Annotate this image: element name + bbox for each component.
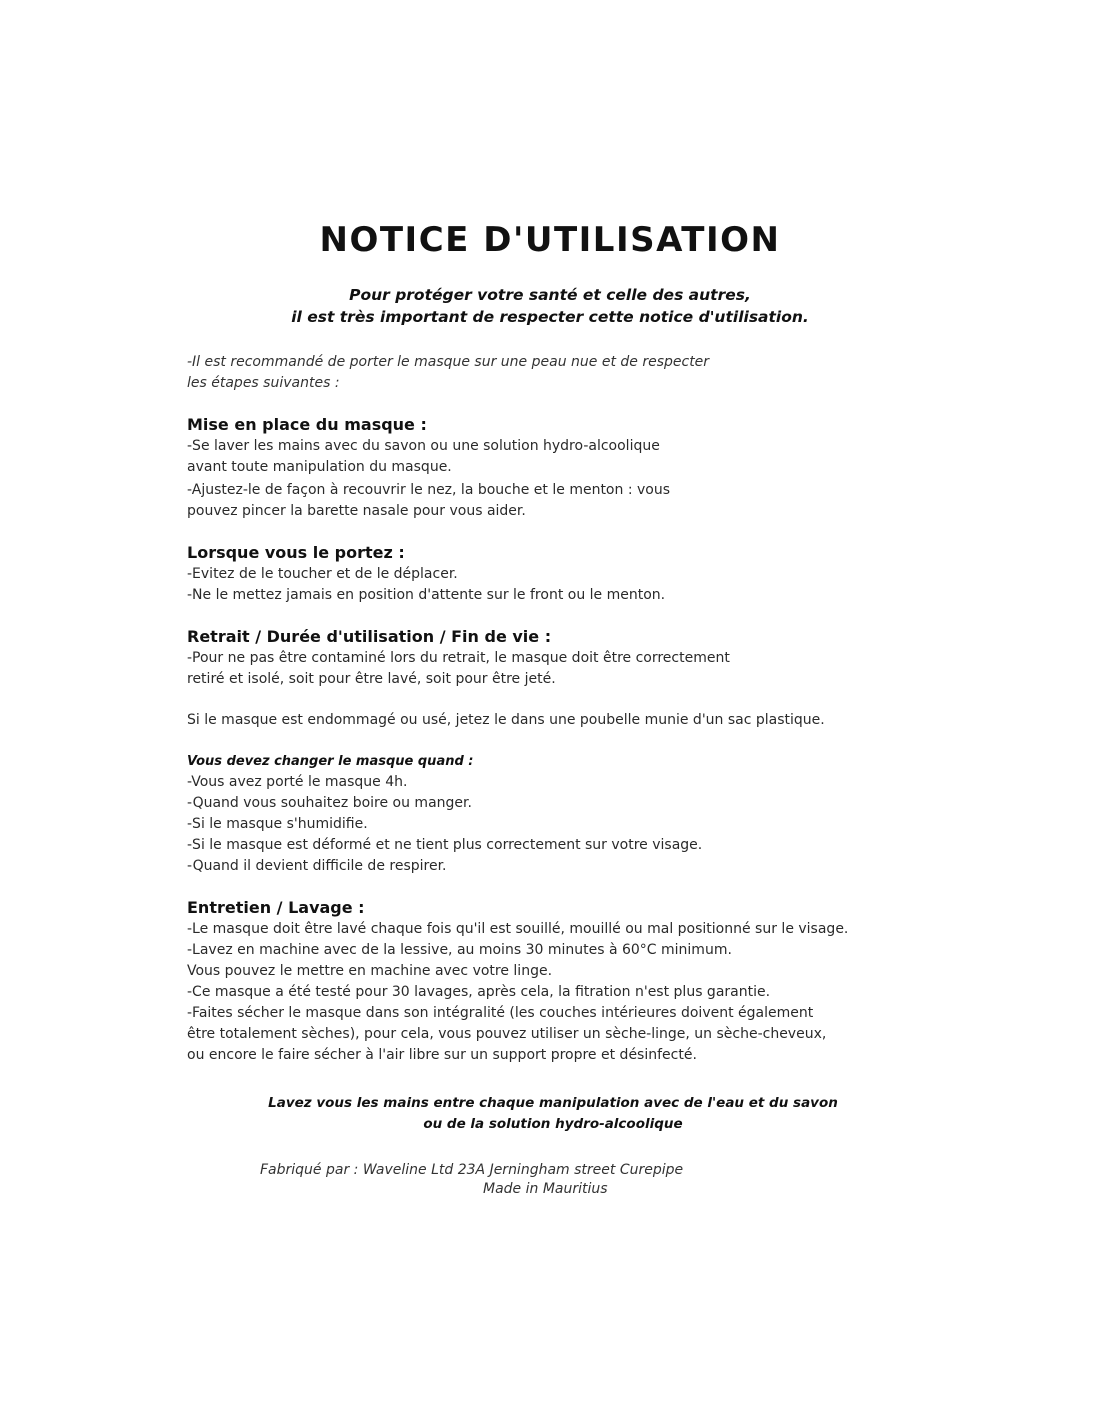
list-item: -Si le masque s'humidifie. (187, 816, 368, 832)
subtitle (0, 284, 1100, 328)
intro-line: les étapes suivantes : (187, 375, 340, 391)
text-line: retiré et isolé, soit pour être lavé, soit pour être jeté. (187, 671, 556, 687)
subtitle-line-1: Pour protéger votre santé et celle des autres, (349, 286, 751, 304)
notice-line-2: ou de la solution hydro-alcoolique (423, 1116, 683, 1132)
section-heading: Mise en place du masque : (187, 415, 427, 434)
text-line: avant toute manipulation du masque. (187, 459, 452, 475)
list-item: -Quand vous souhaitez boire ou manger. (187, 795, 472, 811)
text-line: -Faites sécher le masque dans son intégralité (les couches intérieures doivent également (187, 1005, 814, 1021)
section-mise-en-place (187, 414, 947, 522)
notice-line-1: Lavez vous les mains entre chaque manipulation avec de l'eau et du savon (268, 1095, 838, 1111)
text-line: être totalement sèches), pour cela, vous pouvez utiliser un sèche-linge, un sèche-cheveux, (187, 1026, 827, 1042)
section-heading: Vous devez changer le masque quand : (187, 754, 474, 769)
text-line: Vous pouvez le mettre en machine avec votre linge. (187, 963, 553, 979)
text-line: -Evitez de le toucher et de le déplacer. (187, 566, 458, 582)
subtitle-line-2: il est très important de respecter cette notice d'utilisation. (291, 308, 809, 326)
intro-paragraph (187, 352, 947, 394)
text-line: -Ne le mettez jamais en position d'attente sur le front ou le menton. (187, 587, 666, 603)
section-entretien (187, 897, 947, 1066)
disposal-note (187, 710, 947, 731)
intro-line: -Il est recommandé de porter le masque sur une peau nue et de respecter (187, 354, 710, 370)
section-lorsque (187, 542, 947, 606)
section-heading: Lorsque vous le portez : (187, 543, 405, 562)
text-line: -Ce masque a été testé pour 30 lavages, après cela, la fitration n'est plus garantie. (187, 984, 771, 1000)
text-line: pouvez pincer la barette nasale pour vous aider. (187, 503, 526, 519)
text-line: -Pour ne pas être contaminé lors du retrait, le masque doit être correctement (187, 650, 730, 666)
origin-line: Made in Mauritius (483, 1181, 608, 1197)
manufacturer-info (260, 1161, 840, 1199)
text-line: Si le masque est endommagé ou usé, jetez le dans une poubelle munie d'un sac plastique. (187, 712, 825, 728)
text-line: -Lavez en machine avec de la lessive, au moins 30 minutes à 60°C minimum. (187, 942, 732, 958)
list-item: -Si le masque est déformé et ne tient plus correctement sur votre visage. (187, 837, 703, 853)
paragraph (187, 480, 947, 522)
text-line: ou encore le faire sécher à l'air libre sur un support propre et désinfecté. (187, 1047, 697, 1063)
section-changer (187, 751, 947, 877)
section-heading: Retrait / Durée d'utilisation / Fin de vie : (187, 627, 552, 646)
page-title: NOTICE D'UTILISATION (319, 220, 781, 260)
text-line: -Le masque doit être lavé chaque fois qu'il est souillé, mouillé ou mal positionné sur le visage. (187, 921, 849, 937)
list-item: -Quand il devient difficile de respirer. (187, 858, 447, 874)
section-retrait (187, 626, 947, 690)
paragraph (187, 436, 947, 478)
text-line: -Ajustez-le de façon à recouvrir le nez, la bouche et le menton : vous (187, 482, 670, 498)
notice-content (187, 352, 947, 1086)
list-item: -Vous avez porté le masque 4h. (187, 774, 408, 790)
hand-washing-notice (0, 1093, 1100, 1135)
section-heading: Entretien / Lavage : (187, 898, 365, 917)
text-line: -Se laver les mains avec du savon ou une solution hydro-alcoolique (187, 438, 660, 454)
manufacturer-line: Fabriqué par : Waveline Ltd 23A Jerningham street Curepipe (260, 1162, 684, 1178)
